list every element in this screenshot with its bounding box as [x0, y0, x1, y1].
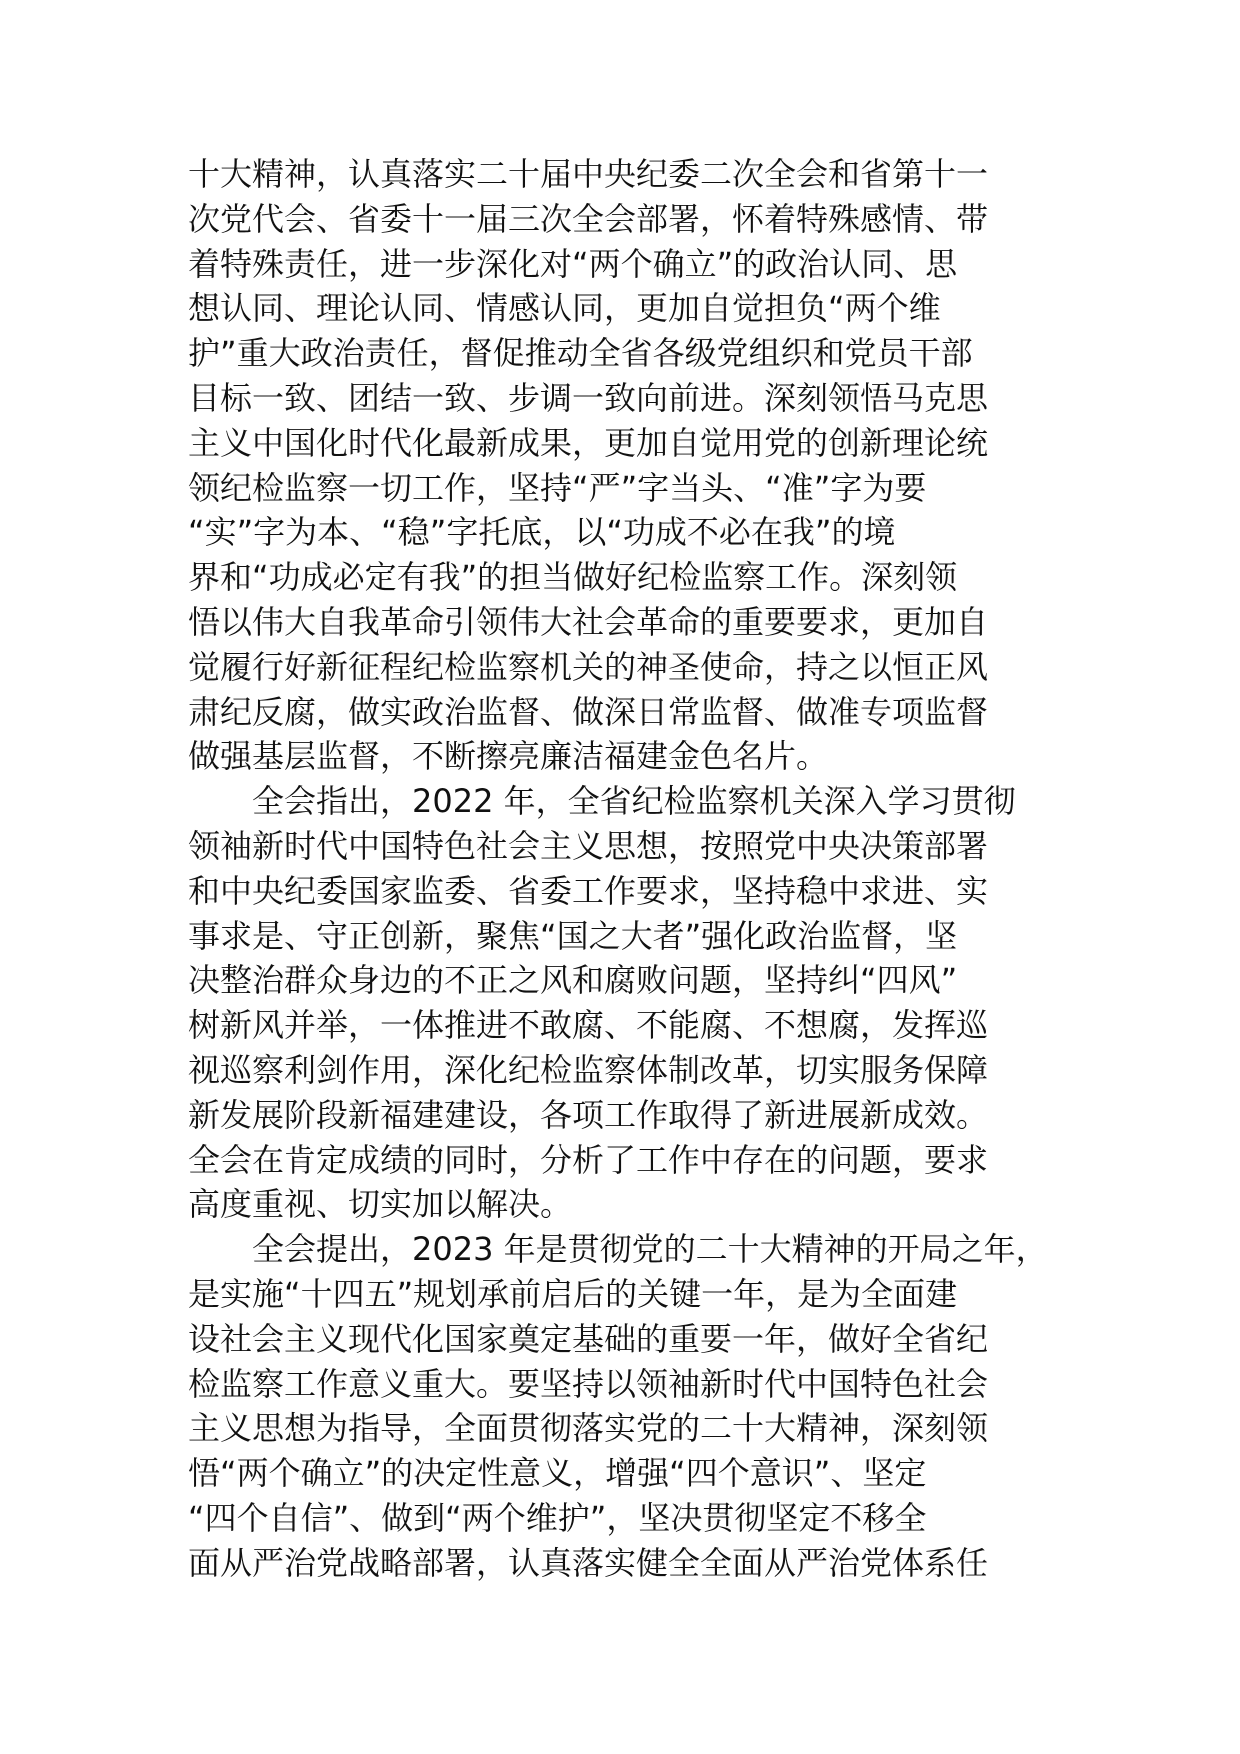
text-line: 树新风并举，一体推进不敢腐、不能腐、不想腐，发挥巡 [188, 1006, 989, 1045]
document-body [188, 152, 1060, 1586]
text-line: 新发展阶段新福建建设，各项工作取得了新进展新成效。 [188, 1095, 989, 1134]
text-line: 悟“两个确立”的决定性意义，增强“四个意识”、坚定 [188, 1454, 927, 1493]
text-line: 着特殊责任，进一步深化对“两个确立”的政治认同、思 [188, 244, 958, 283]
text-line: 全会在肯定成绩的同时，分析了工作中存在的问题，要求 [188, 1140, 989, 1179]
text-line: 主义中国化时代化最新成果，更加自觉用党的创新理论统 [188, 423, 989, 462]
text-line: 主义思想为指导，全面贯彻落实党的二十大精神，深刻领 [188, 1409, 989, 1448]
text-line: 视巡察利剑作用，深化纪检监察体制改革，切实服务保障 [188, 1050, 989, 1089]
text-line: “四个自信”、做到“两个维护”，坚决贯彻坚定不移全 [188, 1498, 927, 1537]
paragraph-first-line: 全会指出，2022 年，全省纪检监察机关深入学习贯彻 [252, 782, 1016, 821]
text-line: 目标一致、团结一致、步调一致向前进。深刻领悟马克思 [188, 378, 989, 417]
text-line: 肃纪反腐，做实政治监督、做深日常监督、做准专项监督 [188, 692, 989, 731]
text-line: 事求是、守正创新，聚焦“国之大者”强化政治监督，坚 [188, 916, 958, 955]
text-line: 领纪检监察一切工作，坚持“严”字当头、“准”字为要 [188, 468, 927, 507]
text-line: 检监察工作意义重大。要坚持以领袖新时代中国特色社会 [188, 1364, 989, 1403]
text-line: 悟以伟大自我革命引领伟大社会革命的重要要求，更加自 [188, 602, 989, 641]
text-line: 面从严治党战略部署，认真落实健全全面从严治党体系任 [188, 1543, 989, 1582]
text-line: 次党代会、省委十一届三次全会部署，怀着特殊感情、带 [188, 199, 989, 238]
text-line: 领袖新时代中国特色社会主义思想，按照党中央决策部署 [188, 826, 989, 865]
text-line: 觉履行好新征程纪检监察机关的神圣使命，持之以恒正风 [188, 647, 989, 686]
text-line: “实”字为本、“稳”字托底，以“功成不必在我”的境 [188, 513, 896, 552]
text-line: 护”重大政治责任，督促推动全省各级党组织和党员干部 [188, 334, 973, 373]
text-line: 决整治群众身边的不正之风和腐败问题，坚持纠“四风” [188, 961, 958, 1000]
text-line: 设社会主义现代化国家奠定基础的重要一年，做好全省纪 [188, 1319, 989, 1358]
text-line: 界和“功成必定有我”的担当做好纪检监察工作。深刻领 [188, 558, 958, 597]
text-line: 和中央纪委国家监委、省委工作要求，坚持稳中求进、实 [188, 871, 989, 910]
text-line: 十大精神，认真落实二十届中央纪委二次全会和省第十一 [188, 155, 989, 193]
text-line: 高度重视、切实加以解决。 [188, 1185, 573, 1224]
paragraph-first-line: 全会提出，2023 年是贯彻党的二十大精神的开局之年， [252, 1230, 1048, 1269]
text-line: 是实施“十四五”规划承前启后的关键一年，是为全面建 [188, 1274, 958, 1313]
text-line: 想认同、理论认同、情感认同，更加自觉担负“两个维 [188, 289, 941, 328]
text-line: 做强基层监督，不断擦亮廉洁福建金色名片。 [188, 737, 829, 776]
